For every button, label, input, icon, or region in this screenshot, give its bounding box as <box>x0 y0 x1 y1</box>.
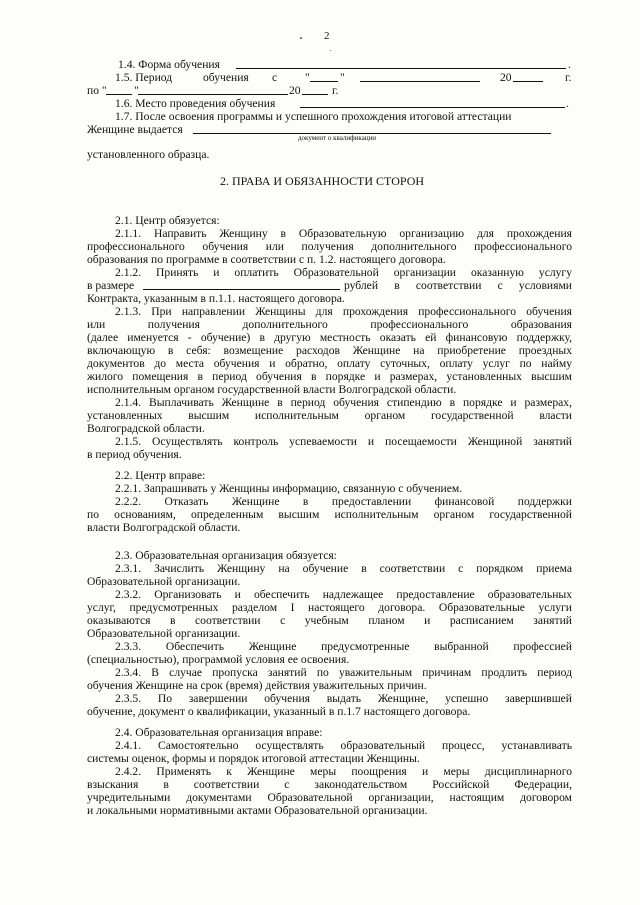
body-line: власти Волгоградской области. <box>87 521 241 534</box>
quote-mark: " <box>340 71 345 84</box>
body-line: исполнительным органом государственной власти Волгоградской области. <box>87 383 457 396</box>
amount-blank <box>143 288 340 290</box>
body-line: (специальностью), программой условия ее освоения. <box>87 653 350 666</box>
year-to-blank <box>302 93 328 95</box>
body-line: рублей в соответствии с условиями <box>344 279 572 292</box>
body-line: Образовательной организации. <box>87 627 241 640</box>
body-line: образования по программе в соответствии с п. 1.2. настоящего договора. <box>87 253 446 266</box>
body-line: обучения Женщине на срок (время) действия уважительных причин. <box>87 679 427 692</box>
body-line: 2.1.4. Выплачивать Женщине в период обучения стипендию в порядке и размерах, <box>115 396 572 409</box>
amount-label: в размере <box>87 279 135 292</box>
body-line: включающую в себя: возмещение расходов Женщине на приобретение проездных <box>87 344 572 357</box>
body-line: Контракта, указанным в п.1.1. настоящего договора. <box>87 292 345 305</box>
year-prefix: 20 <box>289 84 301 97</box>
place-of-study-blank <box>300 106 565 108</box>
body-line: 2.2.1. Запрашивать у Женщины информацию, связанную с обучением. <box>115 482 463 495</box>
body-line: 2.4.2. Применять к Женщине меры поощрения и меры дисциплинарного <box>115 765 572 778</box>
item-1-7-end: установленного образца. <box>87 148 210 161</box>
until-label: по " <box>87 84 107 97</box>
body-line: взыскания в соответствии с законодательством Российской Федерации, <box>87 778 572 791</box>
body-line: системы оценок, формы и порядок итоговой аттестации Женщины. <box>87 752 420 765</box>
body-line: 2.3.4. В случае пропуска занятий по уважительным причинам продлить период <box>115 666 572 679</box>
body-line: 2.1.1. Направить Женщину в Образовательную организацию для прохождения <box>115 227 572 240</box>
body-line: 2.1.5. Осуществлять контроль успеваемости и посещаемости Женщиной занятий <box>115 435 572 448</box>
body-line: услуг, предусмотренных разделом I настоящего договора. Образовательные услуги <box>87 601 572 614</box>
section-title: 2. ПРАВА И ОБЯЗАННОСТИ СТОРОН <box>220 174 425 188</box>
body-line: 2.1. Центр обязуется: <box>115 214 220 227</box>
year-from-blank <box>513 80 543 82</box>
body-line: установленных высшим исполнительным органом государственной власти <box>87 409 572 422</box>
document-blank-hint: документ о квалификации <box>298 134 377 142</box>
body-line: оказываются в соответствии с учебным планом и расписанием занятий <box>87 614 572 627</box>
body-line: учредительными документами Образовательной организации, настоящим договором <box>87 791 572 804</box>
day-from-blank <box>310 80 338 82</box>
body-line: или получения дополнительного профессионального образования <box>87 318 572 331</box>
scan-speck <box>330 50 331 51</box>
item-1-7-label: 1.7. После освоения программы и успешного прохождения итоговой аттестации <box>115 110 512 123</box>
body-line: (далее именуется - обучение) в другую местность оказать ей финансовую поддержку, <box>87 331 572 344</box>
item-1-4-label: 1.4. Форма обучения <box>118 58 220 71</box>
body-line: 2.3.3. Обеспечить Женщине предусмотренные выбранной профессией <box>115 640 572 653</box>
year-suffix: г. <box>332 84 339 97</box>
scan-speck <box>300 37 302 39</box>
item-1-5-word: обучения <box>203 71 249 84</box>
body-line: в период обучения. <box>87 448 182 461</box>
body-line: профессионального обучения или получения дополнительного профессионального <box>87 240 572 253</box>
month-from-blank <box>360 80 480 82</box>
day-to-blank <box>106 93 132 95</box>
body-line: Волгоградской области. <box>87 422 205 435</box>
body-line: 2.3.2. Организовать и обеспечить надлежащее предоставление образовательных <box>115 588 572 601</box>
body-line: 2.3.5. По завершении обучения выдать Женщине, успешно завершившей <box>115 692 572 705</box>
item-1-6-label: 1.6. Место проведения обучения <box>115 97 276 110</box>
body-line: 2.1.2. Принять и оплатить Образовательной организации оказанную услугу <box>115 266 572 279</box>
year-prefix: 20 <box>500 71 512 84</box>
body-line: 2.2. Центр вправе: <box>115 469 206 482</box>
item-1-5-label: 1.5. Период <box>115 71 173 84</box>
quote-mark: " <box>305 71 310 84</box>
body-line: обучение, документ о квалификации, указанный в п.1.7 настоящего договора. <box>87 705 471 718</box>
body-line: Образовательной организации. <box>87 575 241 588</box>
body-line: 2.3. Образовательная организация обязуется: <box>115 549 337 562</box>
month-to-blank <box>138 93 288 95</box>
body-line: 2.3.1. Зачислить Женщину на обучение в соответствии с порядком приема <box>115 562 572 575</box>
quote-mark: " <box>134 84 139 97</box>
body-line: 2.4.1. Самостоятельно осуществлять образовательный процесс, устанавливать <box>115 739 572 752</box>
period-mark: . <box>568 58 571 71</box>
body-line: 2.4. Образовательная организация вправе: <box>115 726 323 739</box>
body-line: 2.1.3. При направлении Женщины для прохождения профессионального обучения <box>115 305 572 318</box>
year-suffix: г. <box>565 71 572 84</box>
body-line: документов до места обучения и обратно, оплату суточных, оплату услуг по найму <box>87 357 572 370</box>
item-1-5-from: с <box>272 71 278 84</box>
period-mark: . <box>566 97 569 110</box>
body-line: и локальными нормативными актами Образовательной организации. <box>87 804 428 817</box>
page-number: 2 <box>324 30 330 42</box>
body-line: 2.2.2. Отказать Женщине в предоставлении финансовой поддержки <box>115 495 572 508</box>
item-1-7-cont: Женщине выдается <box>87 123 183 136</box>
form-of-study-blank <box>236 67 566 69</box>
body-line: по основаниям, определенным высшим исполнительным органом государственной <box>87 508 572 521</box>
body-line: жилого помещения в период обучения в порядке и размерах, установленных высшим <box>87 370 572 383</box>
